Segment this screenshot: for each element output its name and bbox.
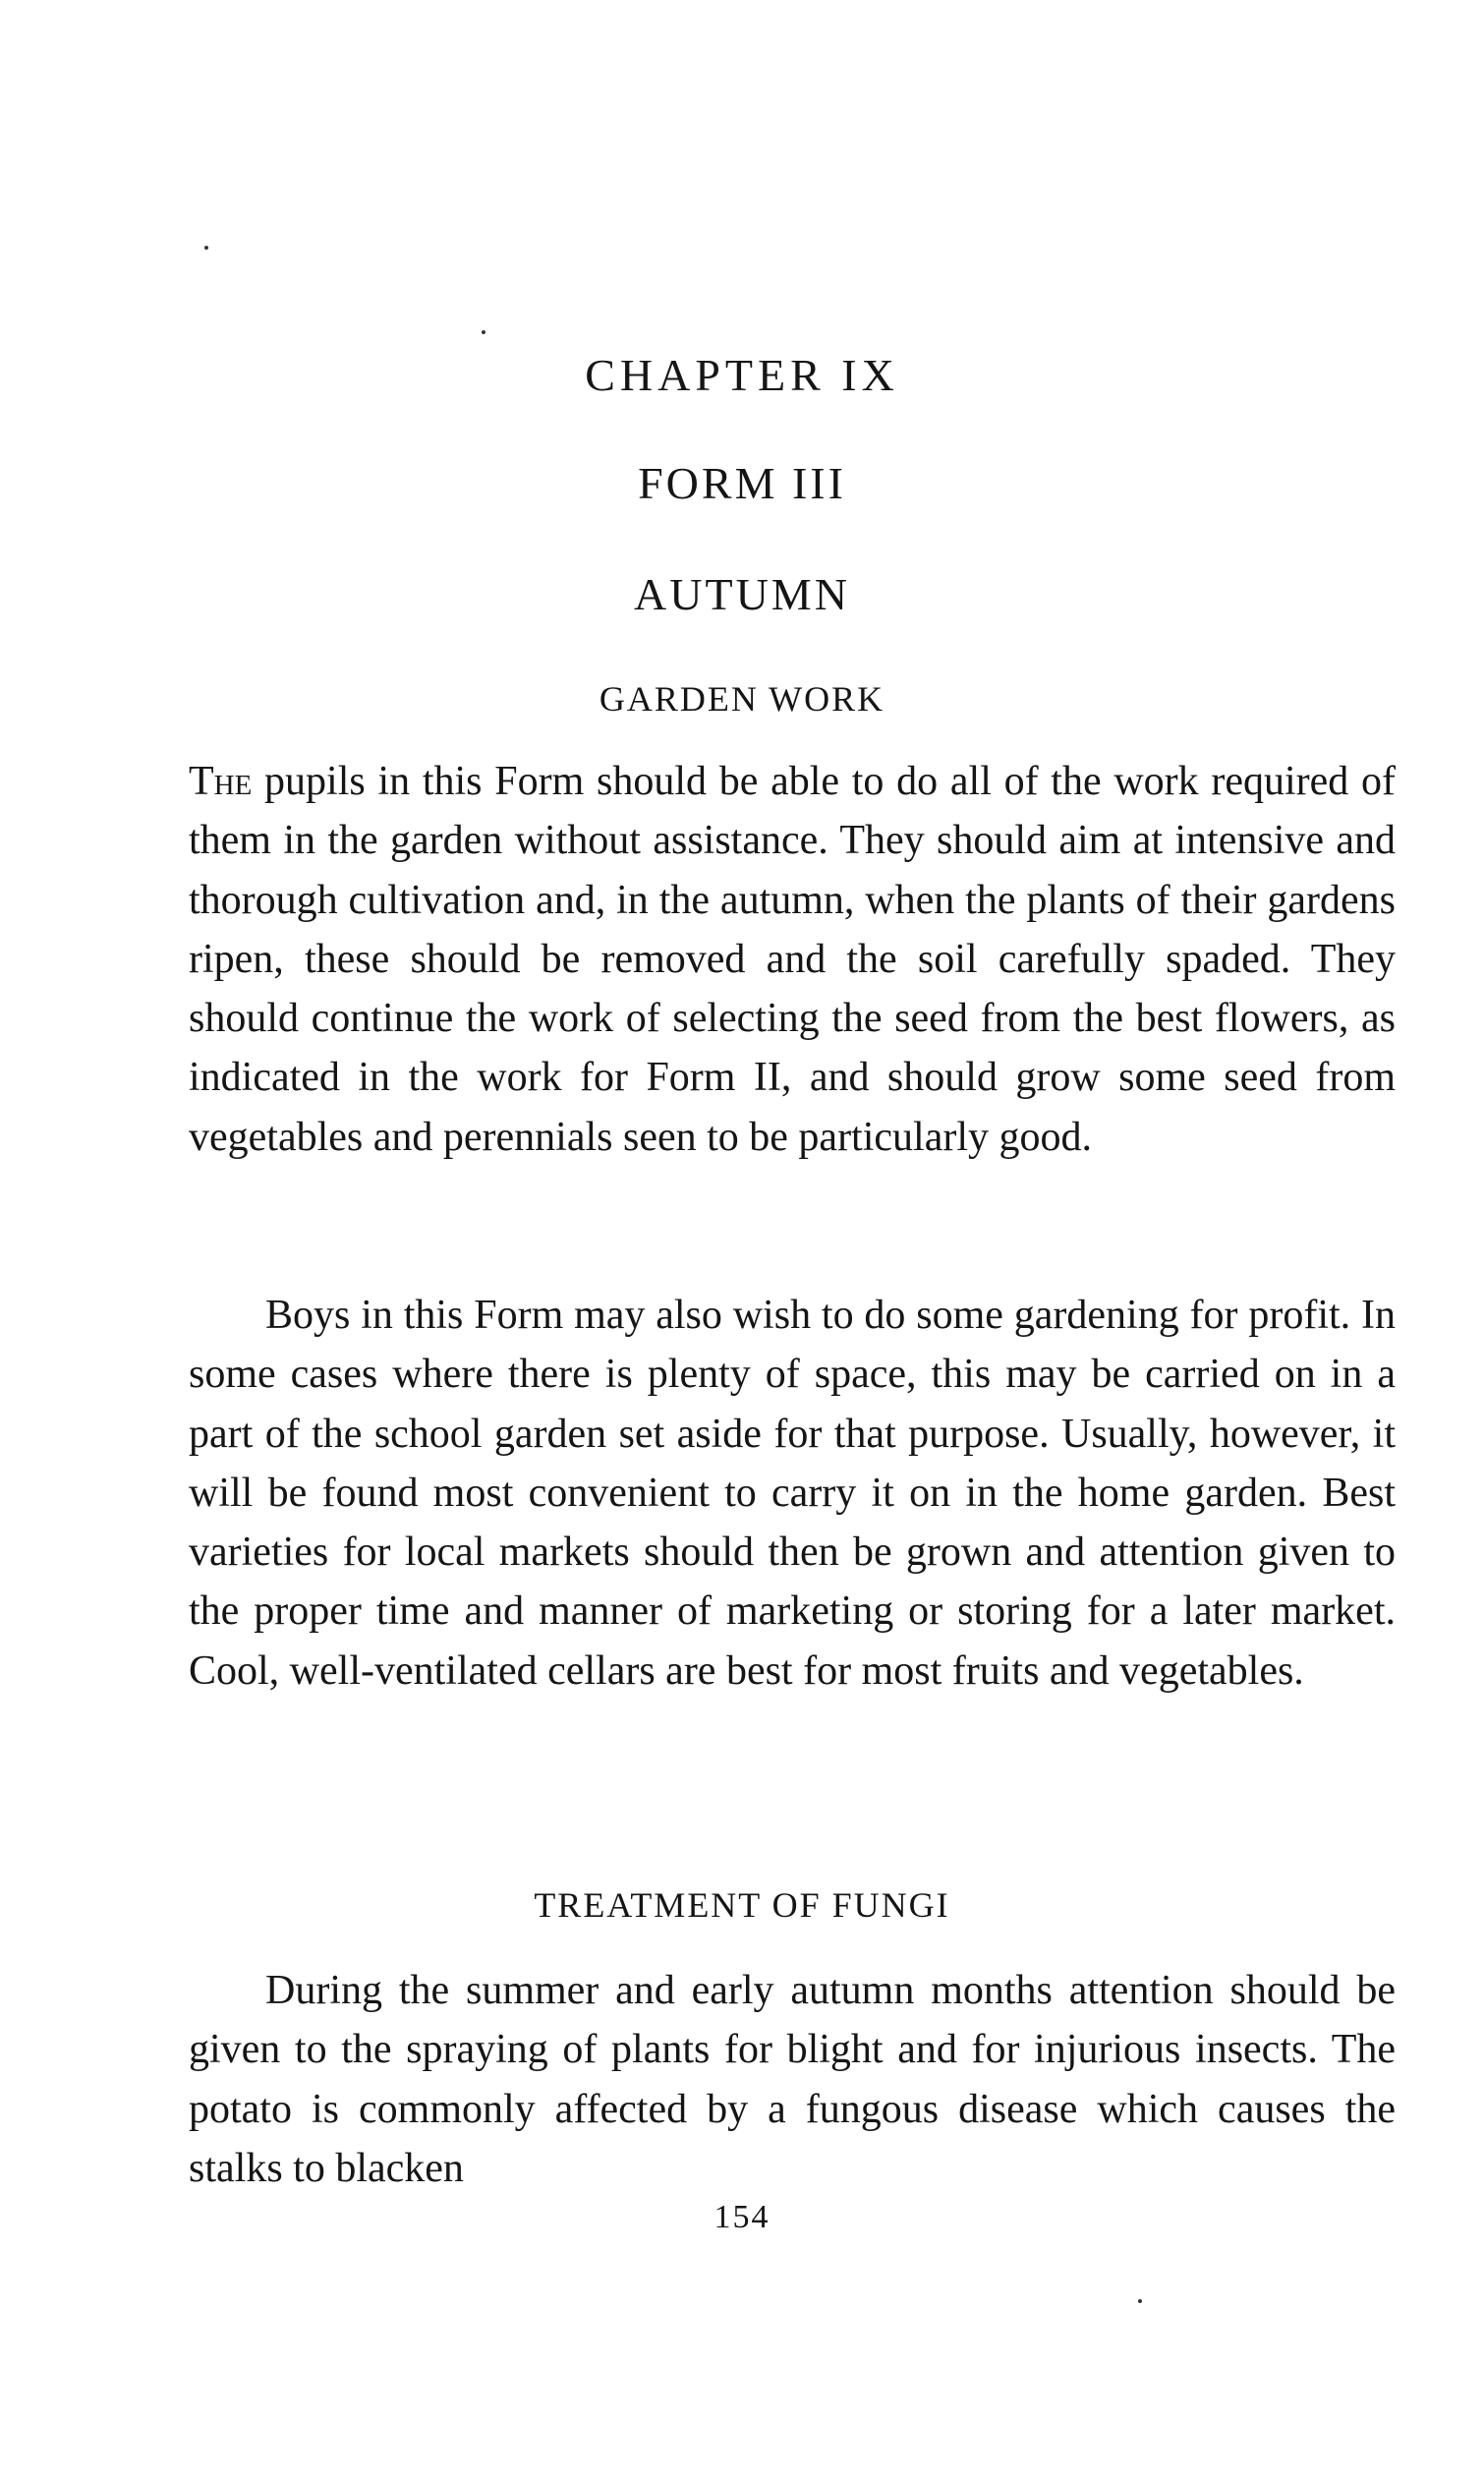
paragraph-garden-work-1 bbox=[189, 752, 1396, 1167]
print-speck bbox=[204, 246, 208, 250]
section-heading-garden-work: GARDEN WORK bbox=[599, 679, 885, 719]
paragraph-garden-work-2: Boys in this Form may also wish to do some gardening for profit. In some cases where there is plenty of space, this may be carried on in a part of the school garden set aside for that purpose. Usually, however, it will be found most convenient to carry it on in the home garden. Best varieties for local markets should then be grown and attention given to the proper time and manner of marketing or storing for a later market. Cool, well-ventilated cellars are best for most fruits and vegetables. bbox=[189, 1293, 1396, 1694]
page-number: 154 bbox=[713, 2199, 771, 2235]
print-speck bbox=[1138, 2299, 1142, 2303]
paragraph-fungi-1: During the summer and early autumn months attention should be given to the spraying of plants for blight and for injurious insects. The potato is commonly affected by a fungous disease which causes the stalks to blacken bbox=[189, 1968, 1396, 2191]
section-heading-treatment-of-fungi: TREATMENT OF FUNGI bbox=[534, 1885, 950, 1925]
paragraph-text: pupils in this Form should be able to do all of the work required of them in the garden without assistance. They should aim at intensive and thorough cultivation and, in the autumn, when the plants of their gardens ripen, these should be removed and the soil carefully spaded. They should continue the work of selecting the seed from the best flowers, as indicated in the work for Form II, and should grow some seed from vegetables and perennials seen to be particularly good. bbox=[189, 759, 1396, 1160]
print-speck bbox=[482, 330, 485, 334]
season-title: AUTUMN bbox=[634, 569, 850, 619]
form-title: FORM III bbox=[638, 458, 846, 508]
chapter-title: CHAPTER IX bbox=[585, 350, 899, 400]
paragraph-lead-word: The bbox=[189, 759, 253, 804]
